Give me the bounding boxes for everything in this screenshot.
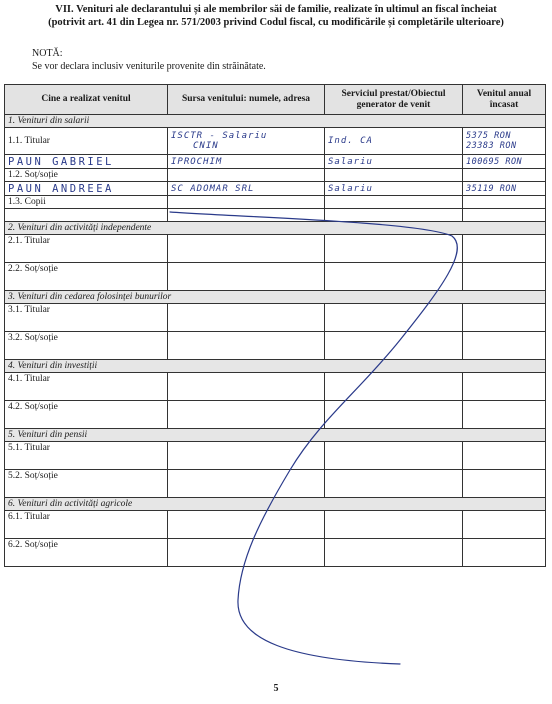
handwritten-source (168, 128, 325, 155)
handwritten-text: CNIN (193, 141, 219, 151)
table-row (5, 373, 546, 401)
table-row (5, 169, 546, 182)
heading-line-1: VII. Venituri ale declarantului și ale membrilor săi de familie, realizate în ultimul an fiscal încheiat (55, 4, 497, 15)
section-title: 6. Venituri din activități agricole (5, 498, 546, 511)
table-row (5, 182, 546, 196)
col-header-service: Serviciul prestat/Obiectul generator de venit (325, 85, 463, 115)
section-row-independent (5, 222, 546, 235)
handwritten-service: Salariu (325, 155, 463, 169)
handwritten-income (463, 128, 546, 155)
table-row (5, 128, 546, 155)
handwritten-text: 23383 RON (466, 141, 517, 151)
section-row-pensions (5, 429, 546, 442)
table-header-row (5, 85, 546, 115)
row-label: 1.3. Copii (5, 196, 168, 209)
section-title: 1. Venituri din salarii (5, 115, 546, 128)
col-header-who: Cine a realizat venitul (5, 85, 168, 115)
table-row (5, 470, 546, 498)
row-label: 2.1. Titular (5, 235, 168, 263)
handwritten-service: Salariu (325, 182, 463, 196)
handwritten-text: 5375 RON (466, 131, 511, 141)
section-title: 4. Venituri din investiții (5, 360, 546, 373)
table-row (5, 304, 546, 332)
table-row (5, 155, 546, 169)
section-row-salaries (5, 115, 546, 128)
row-label: 5.2. Soț/soție (5, 470, 168, 498)
handwritten-service: Ind. CA (325, 128, 463, 155)
handwritten-name: PAUN ANDREEA (5, 182, 168, 196)
section-row-investments (5, 360, 546, 373)
section-row-property-use (5, 291, 546, 304)
row-label: 3.1. Titular (5, 304, 168, 332)
table-row (5, 196, 546, 209)
handwritten-source: SC ADOMAR SRL (168, 182, 325, 196)
heading-line-2: (potrivit art. 41 din Legea nr. 571/2003 privind Codul fiscal, cu modificările și completările ulterioare) (48, 17, 504, 28)
table-row (5, 401, 546, 429)
table-row (5, 235, 546, 263)
row-label: 4.1. Titular (5, 373, 168, 401)
table-row (5, 511, 546, 539)
handwritten-source: IPROCHIM (168, 155, 325, 169)
handwritten-income: 35119 RON (463, 182, 546, 196)
row-label: 6.1. Titular (5, 511, 168, 539)
row-label: 4.2. Soț/soție (5, 401, 168, 429)
col-header-source: Sursa venitului: numele, adresa (168, 85, 325, 115)
handwritten-income: 100695 RON (463, 155, 546, 169)
income-table (4, 84, 546, 567)
note-title: NOTĂ: (32, 48, 63, 59)
page-number: 5 (273, 683, 279, 694)
row-label: 2.2. Soț/soție (5, 263, 168, 291)
row-label: 1.2. Soț/soție (5, 169, 168, 182)
row-label: 1.1. Titular (5, 128, 168, 155)
section-title: 5. Venituri din pensii (5, 429, 546, 442)
col-header-income: Venitul anual încasat (463, 85, 546, 115)
handwritten-text: ISCTR - Salariu (171, 131, 268, 141)
table-row (5, 539, 546, 567)
section-title: 2. Venituri din activități independente (5, 222, 546, 235)
row-label: 5.1. Titular (5, 442, 168, 470)
form-section-heading (6, 3, 546, 29)
section-row-agricultural (5, 498, 546, 511)
section-title: 3. Venituri din cedarea folosinței bunurilor (5, 291, 546, 304)
table-row (5, 263, 546, 291)
handwritten-name: PAUN GABRIEL (5, 155, 168, 169)
note-text: Se vor declara inclusiv veniturile provenite din străinătate. (32, 61, 266, 72)
row-label: 6.2. Soț/soție (5, 539, 168, 567)
row-label: 3.2. Soț/soție (5, 332, 168, 360)
table-row (5, 209, 546, 222)
table-row (5, 442, 546, 470)
table-row (5, 332, 546, 360)
